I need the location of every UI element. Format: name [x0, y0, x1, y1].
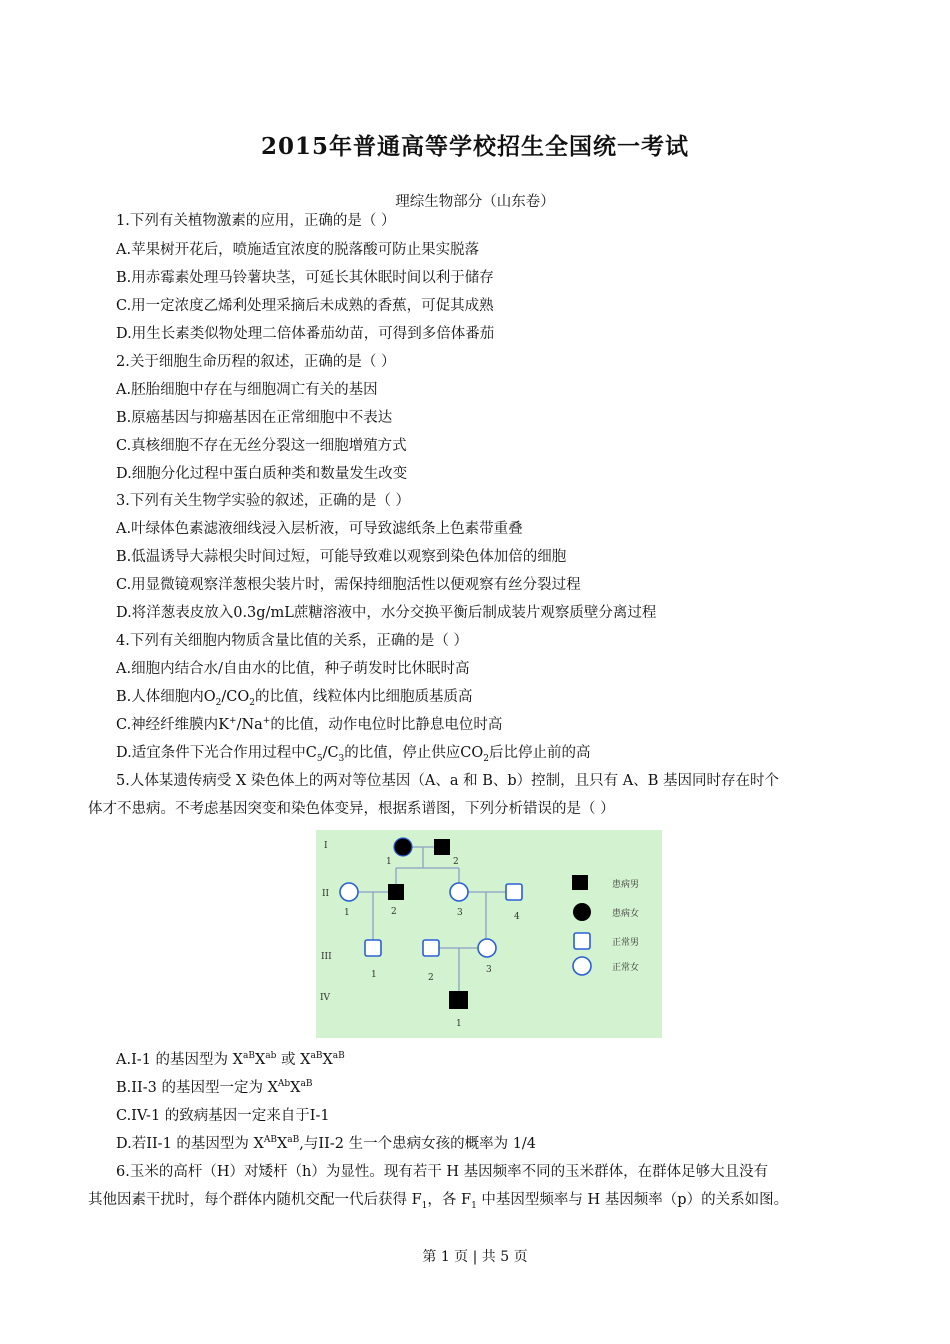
- q2-option-b: B.原癌基因与抑癌基因在正常细胞中不表达: [116, 410, 393, 426]
- II-1-normal-female: [340, 883, 358, 901]
- page-title: 2015年普通高等学校招生全国统一考试: [260, 133, 689, 160]
- q3-option-d: D.将洋葱表皮放入0.3g/mL蔗糖溶液中，水分交换平衡后制成装片观察质壁分离过程: [116, 605, 657, 621]
- legend-normal-female-label: 正常女: [612, 963, 640, 973]
- IV-1-affected-male: [449, 991, 468, 1009]
- q1-option-b: B.用赤霉素处理马铃薯块茎，可延长其休眠时间以利于储存: [116, 270, 494, 286]
- page-footer: 第 1 页 | 共 5 页: [422, 1249, 528, 1265]
- II-3-normal-female: [450, 883, 468, 901]
- II-2-number: 2: [391, 907, 397, 917]
- q1-stem: 1.下列有关植物激素的应用，正确的是（ ）: [116, 213, 396, 229]
- q2-option-c: C.真核细胞不存在无丝分裂这一细胞增殖方式: [116, 438, 407, 454]
- q6-line1: 6.玉米的高杆（H）对矮杆（h）为显性。现有若干 H 基因频率不同的玉米群体，在群体足够大且没有: [116, 1164, 769, 1180]
- III-3-normal-female: [478, 939, 496, 957]
- q6-line2: 其他因素干扰时，每个群体内随机交配一代后获得 $F_1$，各 $F_1$ 中基因型频率与 H 基因频率（p）的关系如图。: [88, 1192, 789, 1211]
- I-1-number: 1: [386, 857, 392, 867]
- I-2-affected-male: [434, 839, 450, 855]
- I-2-number: 2: [453, 857, 459, 867]
- pedigree-svg: [316, 830, 662, 1038]
- q5-option-d: D.若II-1 的基因型为 $X^{AB}X^{aB}$,与II-2 生一个患病女孩的概率为 1/4: [116, 1135, 537, 1152]
- I-1-affected-female: [394, 838, 412, 856]
- q3-stem: 3.下列有关生物学实验的叙述，正确的是（ ）: [116, 493, 410, 509]
- legend-affected-female-label: 患病女: [612, 909, 640, 919]
- q2-option-a: A.胚胎细胞中存在与细胞凋亡有关的基因: [116, 382, 378, 398]
- legend-affected-male-label: 患病男: [612, 880, 640, 890]
- q1-option-a: A.苹果树开花后，喷施适宜浓度的脱落酸可防止果实脱落: [116, 242, 480, 258]
- III-1-number: 1: [371, 970, 377, 980]
- III-3-number: 3: [486, 965, 492, 975]
- q3-option-a: A.叶绿体色素滤液细线浸入层析液，可导致滤纸条上色素带重叠: [116, 521, 523, 537]
- II-1-number: 1: [344, 908, 350, 918]
- legend-normal-male-symbol: [574, 933, 590, 949]
- pedigree-lines: [358, 847, 506, 991]
- gen-label-II: II: [322, 889, 330, 899]
- q3-option-c: C.用显微镜观察洋葱根尖装片时，需保持细胞活性以便观察有丝分裂过程: [116, 577, 581, 593]
- q1-option-c: C.用一定浓度乙烯利处理采摘后未成熟的香蕉，可促其成熟: [116, 298, 494, 314]
- II-3-number: 3: [457, 908, 463, 918]
- III-2-number: 2: [428, 973, 434, 983]
- gen-label-I: I: [324, 841, 328, 851]
- page-subtitle: 理综生物部分（山东卷）: [395, 194, 555, 210]
- q4-option-c: C.神经纤维膜内K+/Na+的比值，动作电位时比静息电位时高: [116, 716, 503, 733]
- q4-option-b: B.人体细胞内$O_2/CO_2$的比值，线粒体内比细胞质基质高: [116, 689, 473, 708]
- q5-option-c: C.IV-1 的致病基因一定来自于I-1: [116, 1108, 330, 1124]
- q2-stem: 2.关于细胞生命历程的叙述，正确的是（ ）: [116, 354, 396, 370]
- gen-label-IV: IV: [320, 993, 331, 1003]
- pedigree-chart: [316, 830, 662, 1038]
- legend-normal-male-label: 正常男: [612, 938, 640, 948]
- q2-option-d: D.细胞分化过程中蛋白质种类和数量发生改变: [116, 466, 408, 482]
- legend-normal-female-symbol: [573, 957, 591, 975]
- q3-option-b: B.低温诱导大蒜根尖时间过短，可能导致难以观察到染色体加倍的细胞: [116, 549, 567, 565]
- II-4-normal-male: [506, 884, 522, 900]
- gen-label-III: III: [321, 952, 332, 962]
- legend-affected-female-symbol: [573, 903, 591, 921]
- q4-option-d: D.适宜条件下光合作用过程中$C_5/C_3$的比值，停止供应$CO_2$后比停止前的高: [116, 745, 591, 764]
- II-4-number: 4: [514, 912, 520, 922]
- q5-stem-line2: 体才不患病。不考虑基因突变和染色体变异，根据系谱图，下列分析错误的是（ ）: [88, 801, 615, 817]
- IV-1-number: 1: [456, 1019, 462, 1029]
- q5-stem-line1: 5.人体某遗传病受 X 染色体上的两对等位基因（A、a 和 B、b）控制，且只有 A、B 基因同时存在时个: [116, 773, 779, 789]
- II-2-affected-male: [388, 884, 404, 900]
- III-2-normal-male: [423, 940, 439, 956]
- q5-option-b: B.II-3 的基因型一定为 $X^{Ab}X^{aB}$: [116, 1079, 313, 1096]
- legend-affected-male-symbol: [572, 875, 588, 890]
- q5-option-a: A.I-1 的基因型为 $X^{aB}X^{ab}$ 或 $X^{aB}X^{aB}$: [116, 1051, 345, 1068]
- III-1-normal-male: [365, 940, 381, 956]
- q1-option-d: D.用生长素类似物处理二倍体番茄幼苗，可得到多倍体番茄: [116, 326, 495, 342]
- q4-option-a: A.细胞内结合水/自由水的比值，种子萌发时比休眠时高: [116, 661, 470, 677]
- q4-stem: 4.下列有关细胞内物质含量比值的关系，正确的是（ ）: [116, 633, 468, 649]
